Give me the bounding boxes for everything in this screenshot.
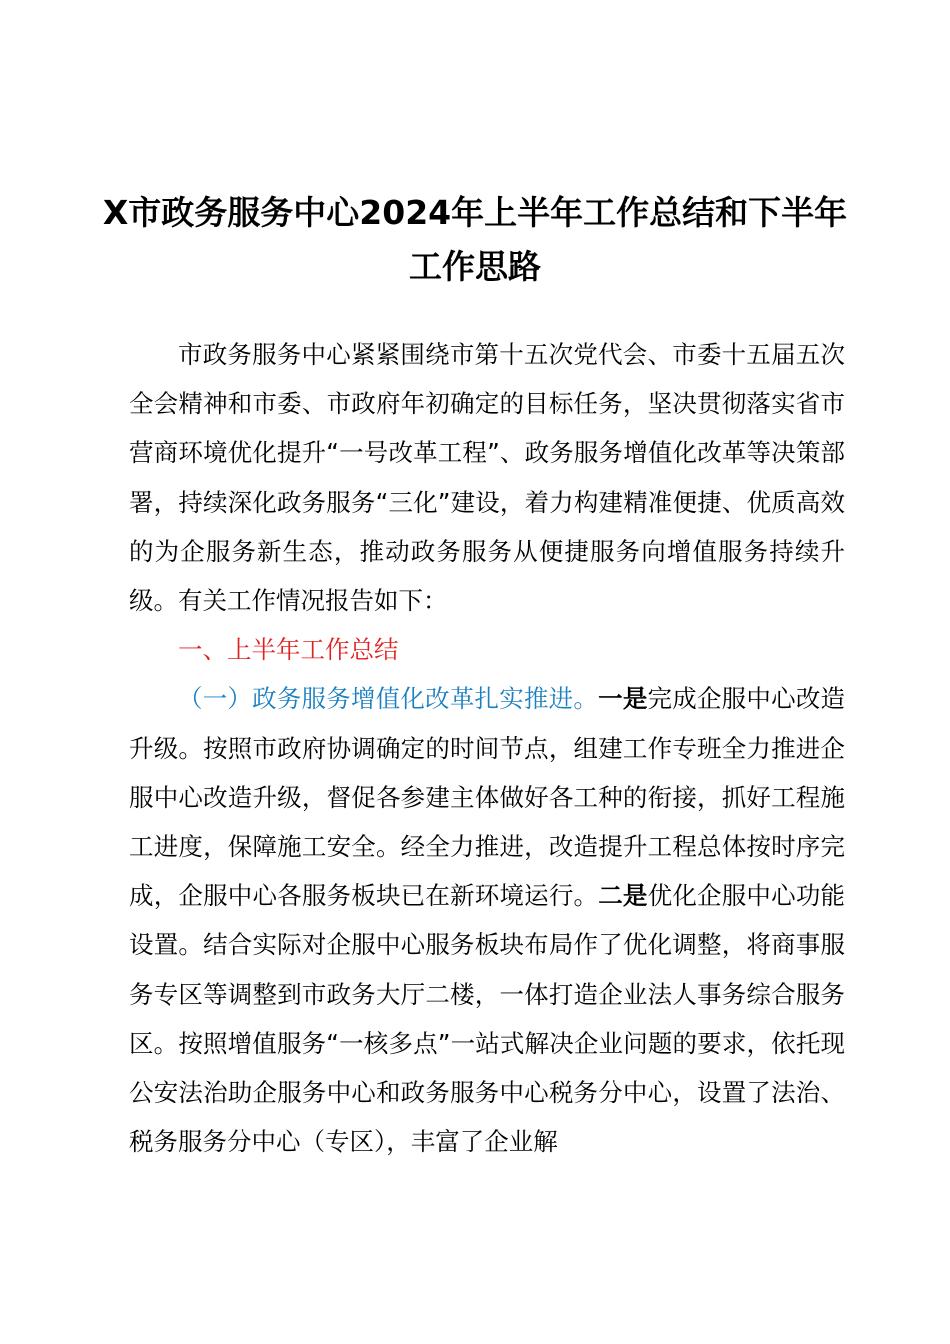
document-title: X市政务服务中心2024年上半年工作总结和下半年工作思路 [102,193,848,286]
section-heading-summary: 一、上半年工作总结 [178,635,399,665]
point-text-second: 优化企服中心功能设置。结合实际对企服中心服务板块布局作了优化调整，将商事服务专区等调整到市政务大厅二楼，一体打造企业法人事务综合服务区。按照增值服务“一核多点”一站式解决企业问题的要求，依托现公安法治助企服务中心和政务服务中心税务分中心，设置了法治、税务服务分中心（专区），丰富了企业解 [129,881,846,1157]
point-label-first: 一是 [598,684,648,714]
subsection-paragraph [129,674,845,1166]
document-body [129,330,845,1166]
point-label-second: 二是 [598,881,648,911]
subsection-heading: （一）政务服务增值化改革扎实推进。 [178,684,599,714]
point-text-first: 完成企服中心改造升级。按照市政府协调确定的时间节点，组建工作专班全力推进企服中心改造升级，督促各参建主体做好各工种的衔接，抓好工程施工进度，保障施工安全。经全力推进，改造提升工程总体按时序完成，企服中心各服务板块已在新环境运行。 [129,684,846,911]
intro-paragraph: 市政务服务中心紧紧围绕市第十五次党代会、市委十五届五次全会精神和市委、市政府年初确定的目标任务，坚决贯彻落实省市营商环境优化提升“一号改革工程”、政务服务增值化改革等决策部署，持续深化政务服务“三化”建设，着力构建精准便捷、优质高效的为企服务新生态，推动政务服务从便捷服务向增值服务持续升级。有关工作情况报告如下： [129,340,845,616]
